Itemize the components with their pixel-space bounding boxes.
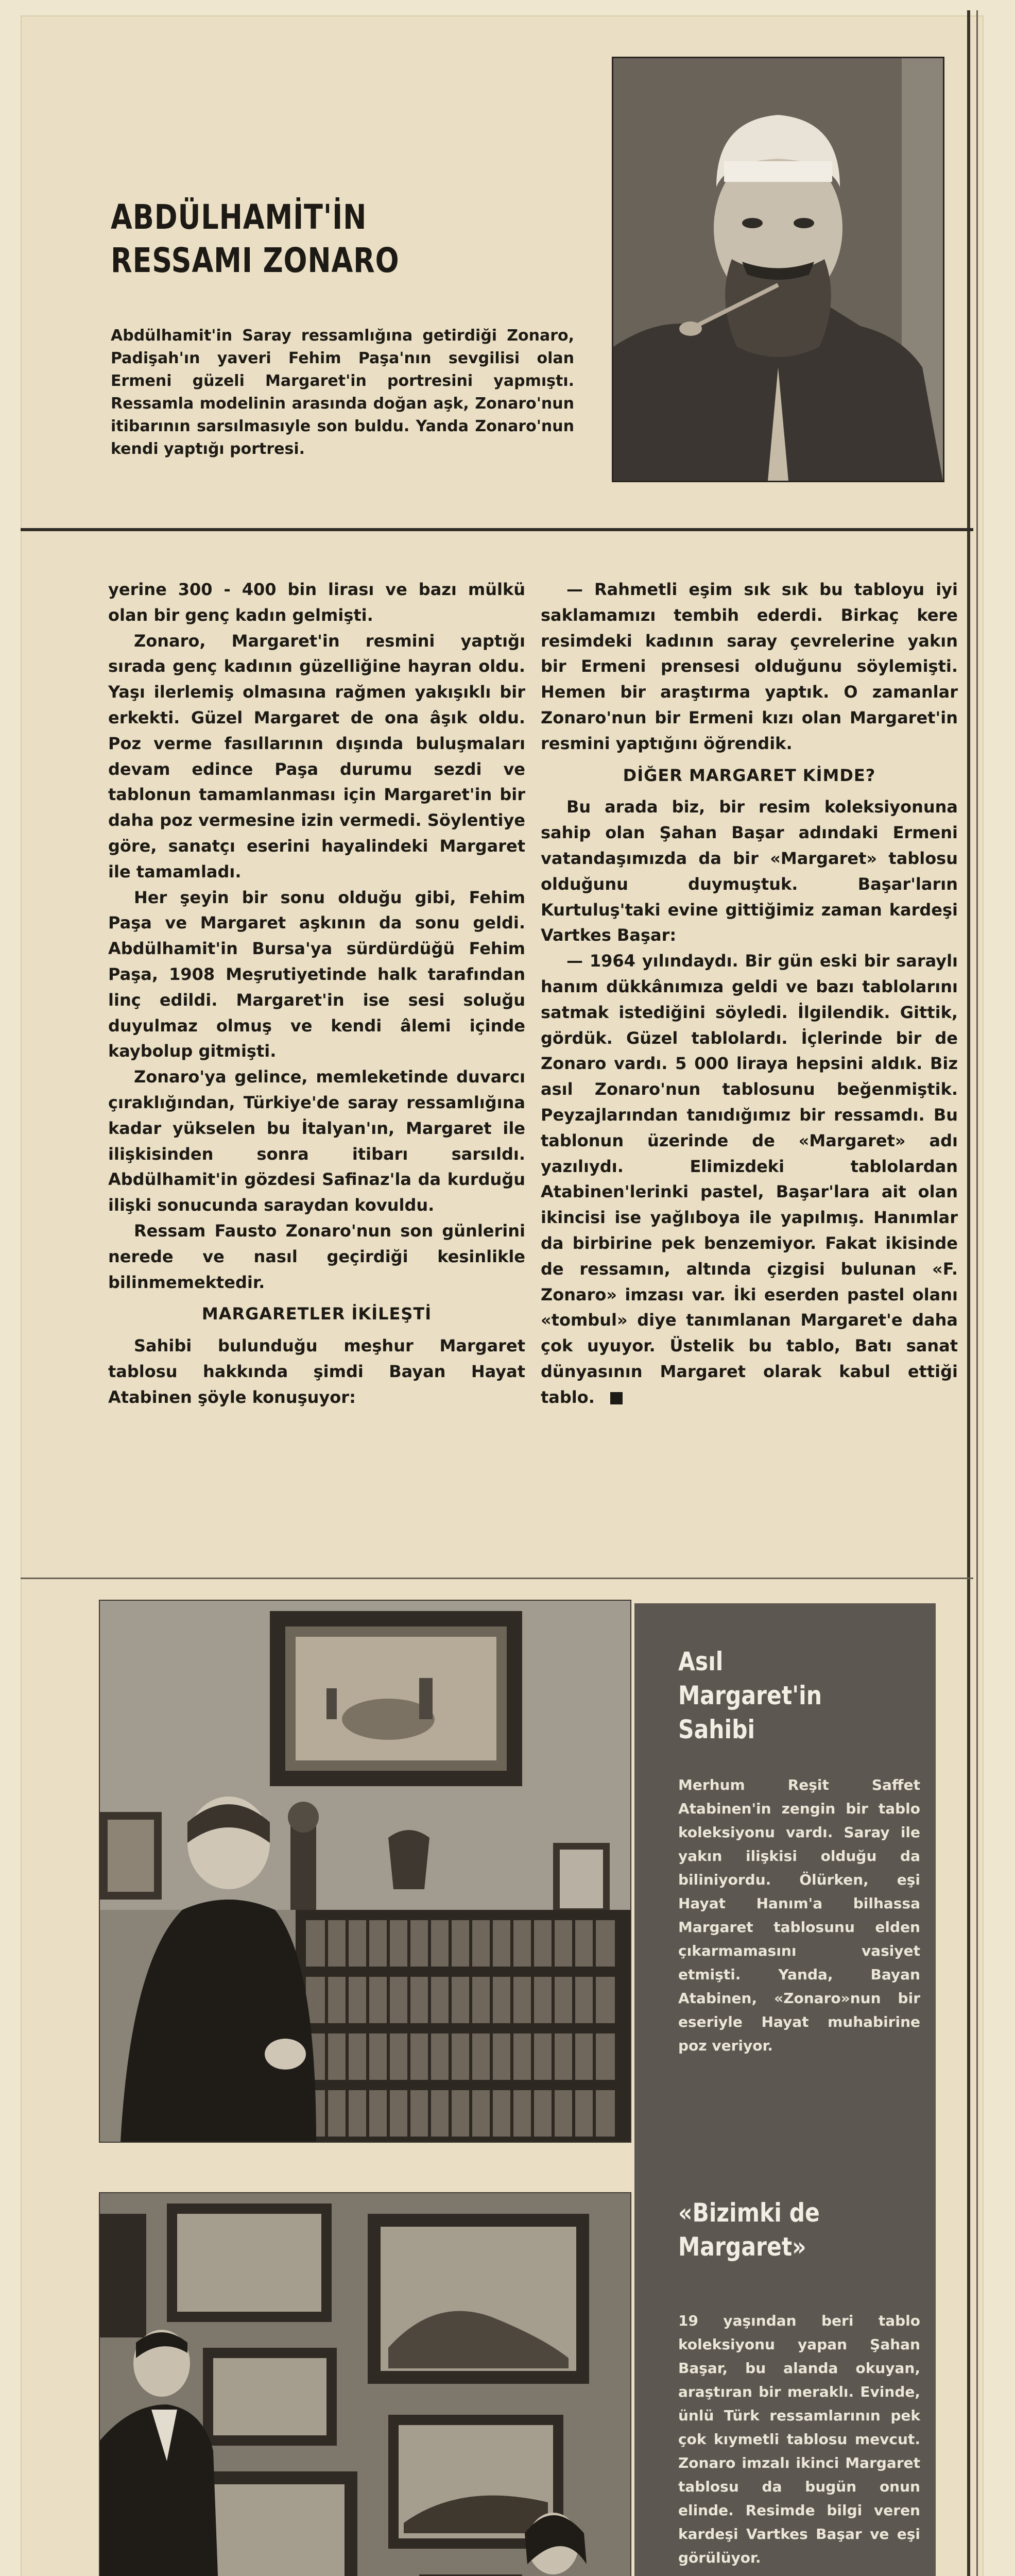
caption-2-title-line: «Bizimki de: [678, 2198, 820, 2228]
page-border-rule-thin: [976, 10, 978, 2576]
article-column-right: [541, 577, 958, 1411]
paragraph: Bu arada biz, bir resim koleksiyonuna sahip olan Şahan Başar adındaki Ermeni vatandaşımızda da bir «Margaret» tablosu olduğunu duymuştuk. Başar'ların Kurtuluş'taki evine gittiğimiz zaman kardeşi Vartkes Başar:: [541, 797, 958, 945]
sidebar-captions: [634, 1603, 936, 2576]
end-of-article-mark: [610, 1392, 623, 1404]
caption-1-title: [678, 1645, 880, 1747]
paragraph: Ressam Fausto Zonaro'nun son günlerini nerede ve nasıl geçirdiği kesinlikle bilinmemektedir.: [108, 1221, 525, 1292]
subheading: DİĞER MARGARET KİMDE?: [623, 765, 876, 785]
caption-1-title-line: Margaret'in: [678, 1681, 822, 1710]
caption-1-title-line: Sahibi: [678, 1715, 755, 1744]
caption-1-title-line: Asıl: [678, 1647, 724, 1676]
paragraph: Her şeyin bir sonu olduğu gibi, Fehim Paşa ve Margaret aşkının da sonu geldi. Abdülhamit'in Bursa'ya sürdürdüğü Fehim Paşa, 1908 Meşrutiyetinde halk tarafından linç edildi. Margaret'in ise sesi soluğu duyulmaz olmuş ve kendi âlemi içinde kaybolup gitmişti.: [108, 887, 525, 1061]
page-border-rule: [967, 10, 970, 2576]
article-headline: [111, 196, 440, 282]
headline-line-2: RESSAMI ZONARO: [111, 241, 400, 280]
zonaro-self-portrait-photo: [612, 57, 944, 482]
paragraph: Zonaro, Margaret'in resmini yaptığı sırada genç kadının güzelliğine hayran oldu. Yaşı ilerlemiş olmasına rağmen yakışıklı bir erkekti. Güzel Margaret de ona âşık oldu. Poz verme fasıllarının dışında buluşmaları devam edince Paşa durumu sezdi ve tablonun tamamlanması için Margaret'in bir daha poz vermesine izin vermedi. Söylentiye göre, sanatçı eserini hayalindeki Margaret ile tamamladı.: [108, 631, 525, 882]
article-intro: Abdülhamit'in Saray ressamlığına getirdiği Zonaro, Padişah'ın yaveri Fehim Paşa'nın sevgilisi olan Ermeni güzeli Margaret'in portresini yapmıştı. Ressamla modelinin arasında doğan aşk, Zonaro'nun itibarının sarsılmasıyle son buldu. Yanda Zonaro'nun kendi yaptığı portresi.: [111, 327, 574, 458]
caption-2-title-line: Margaret»: [678, 2232, 806, 2262]
header-rule: [21, 528, 973, 531]
section-rule: [21, 1578, 973, 1579]
paragraph: Zonaro'ya gelince, memleketinde duvarcı çıraklığından, Türkiye'de saray ressamlığına kadar yükselen bu İtalyan'ın, Margaret ile ilişkisinden sonra itibarı sarsıldı. Abdülhamit'in gözdesi Safinaz'la da kurduğu ilişki sonucunda saraydan kovuldu.: [108, 1067, 525, 1215]
subheading: MARGARETLER İKİLEŞTİ: [201, 1304, 432, 1324]
paragraph: yerine 300 - 400 bin lirası ve bazı mülkü olan bir genç kadın gelmişti.: [108, 580, 525, 625]
paragraph-with-endmark: [541, 948, 958, 1410]
caption-2-title: [678, 2196, 880, 2264]
article-column-left: [108, 577, 525, 1411]
paragraph: Sahibi bulunduğu meşhur Margaret tablosu hakkında şimdi Bayan Hayat Atabinen şöyle konuşuyor:: [108, 1336, 525, 1407]
atabinen-photo: [99, 1600, 631, 2143]
paragraph: — Rahmetli eşim sık sık bu tabloyu iyi saklamamızı tembih ederdi. Birkaç kere resimdeki kadının saray çevrelerine yakın bir Ermeni prensesi olduğunu söylemişti. Hemen bir araştırma yaptık. O zamanlar Zonaro'nun bir Ermeni kızı olan Margaret'in resmini yaptığını öğrendik.: [541, 580, 958, 753]
caption-2-text: 19 yaşından beri tablo koleksiyonu yapan Şahan Başar, bu alanda okuyan, araştıran bir meraklı. Evinde, ünlü Türk ressamlarının pek çok kıymetli tablosu mevcut. Zonaro imzalı ikinci Margaret tablosu da bugün onun elinde. Resimde bilgi veren kardeşi Vartkes Başar ve eşi görülüyor.: [678, 2312, 920, 2566]
headline-line-1: ABDÜLHAMİT'İN: [111, 197, 367, 237]
basar-photo: [99, 2192, 631, 2576]
caption-1-text: Merhum Reşit Saffet Atabinen'in zengin bir tablo koleksiyonu vardı. Saray ile yakın ilişkisi olduğu da biliniyordu. Ölürken, eşi Hayat Hanım'a bilhassa Margaret tablosunu elden çıkarmamasını vasiyet etmişti. Yanda, Bayan Atabinen, «Zonaro»nun bir eseriyle Hayat muhabirine poz veriyor.: [678, 1776, 920, 2054]
paragraph-text: — 1964 yılındaydı. Bir gün eski bir saraylı hanım dükkânımıza geldi ve bazı tablolarını satmak istediğini söyledi. İlgilendik. Gittik, gördük. Güzel tablolardı. İçlerinde bir de Zonaro vardı. 5 000 liraya hepsini aldık. Biz asıl Zonaro'nun tablosunu beğenmiştik. Peyzajlarından tanıdığımız bir ressamdı. Bu tablonun üzerinde de «Margaret» adı yazılıydı. Elimizdeki tablolardan Atabinen'lerinki pastel, Başar'lara ait olan ikincisi ise yağlıboya ile yapılmış. Hanımlar da birbirine pek benzemiyor. Fakat ikisinde de ressamın, altında çizgisi bulunan «F. Zonaro» imzası var. İki eserden pastel olanı «tombul» diye tanımlanan Margaret'e daha çok uyuyor. Üstelik bu tablo, Batı sanat dünyasının Margaret olarak kabul ettiği tablo.: [541, 951, 958, 1407]
